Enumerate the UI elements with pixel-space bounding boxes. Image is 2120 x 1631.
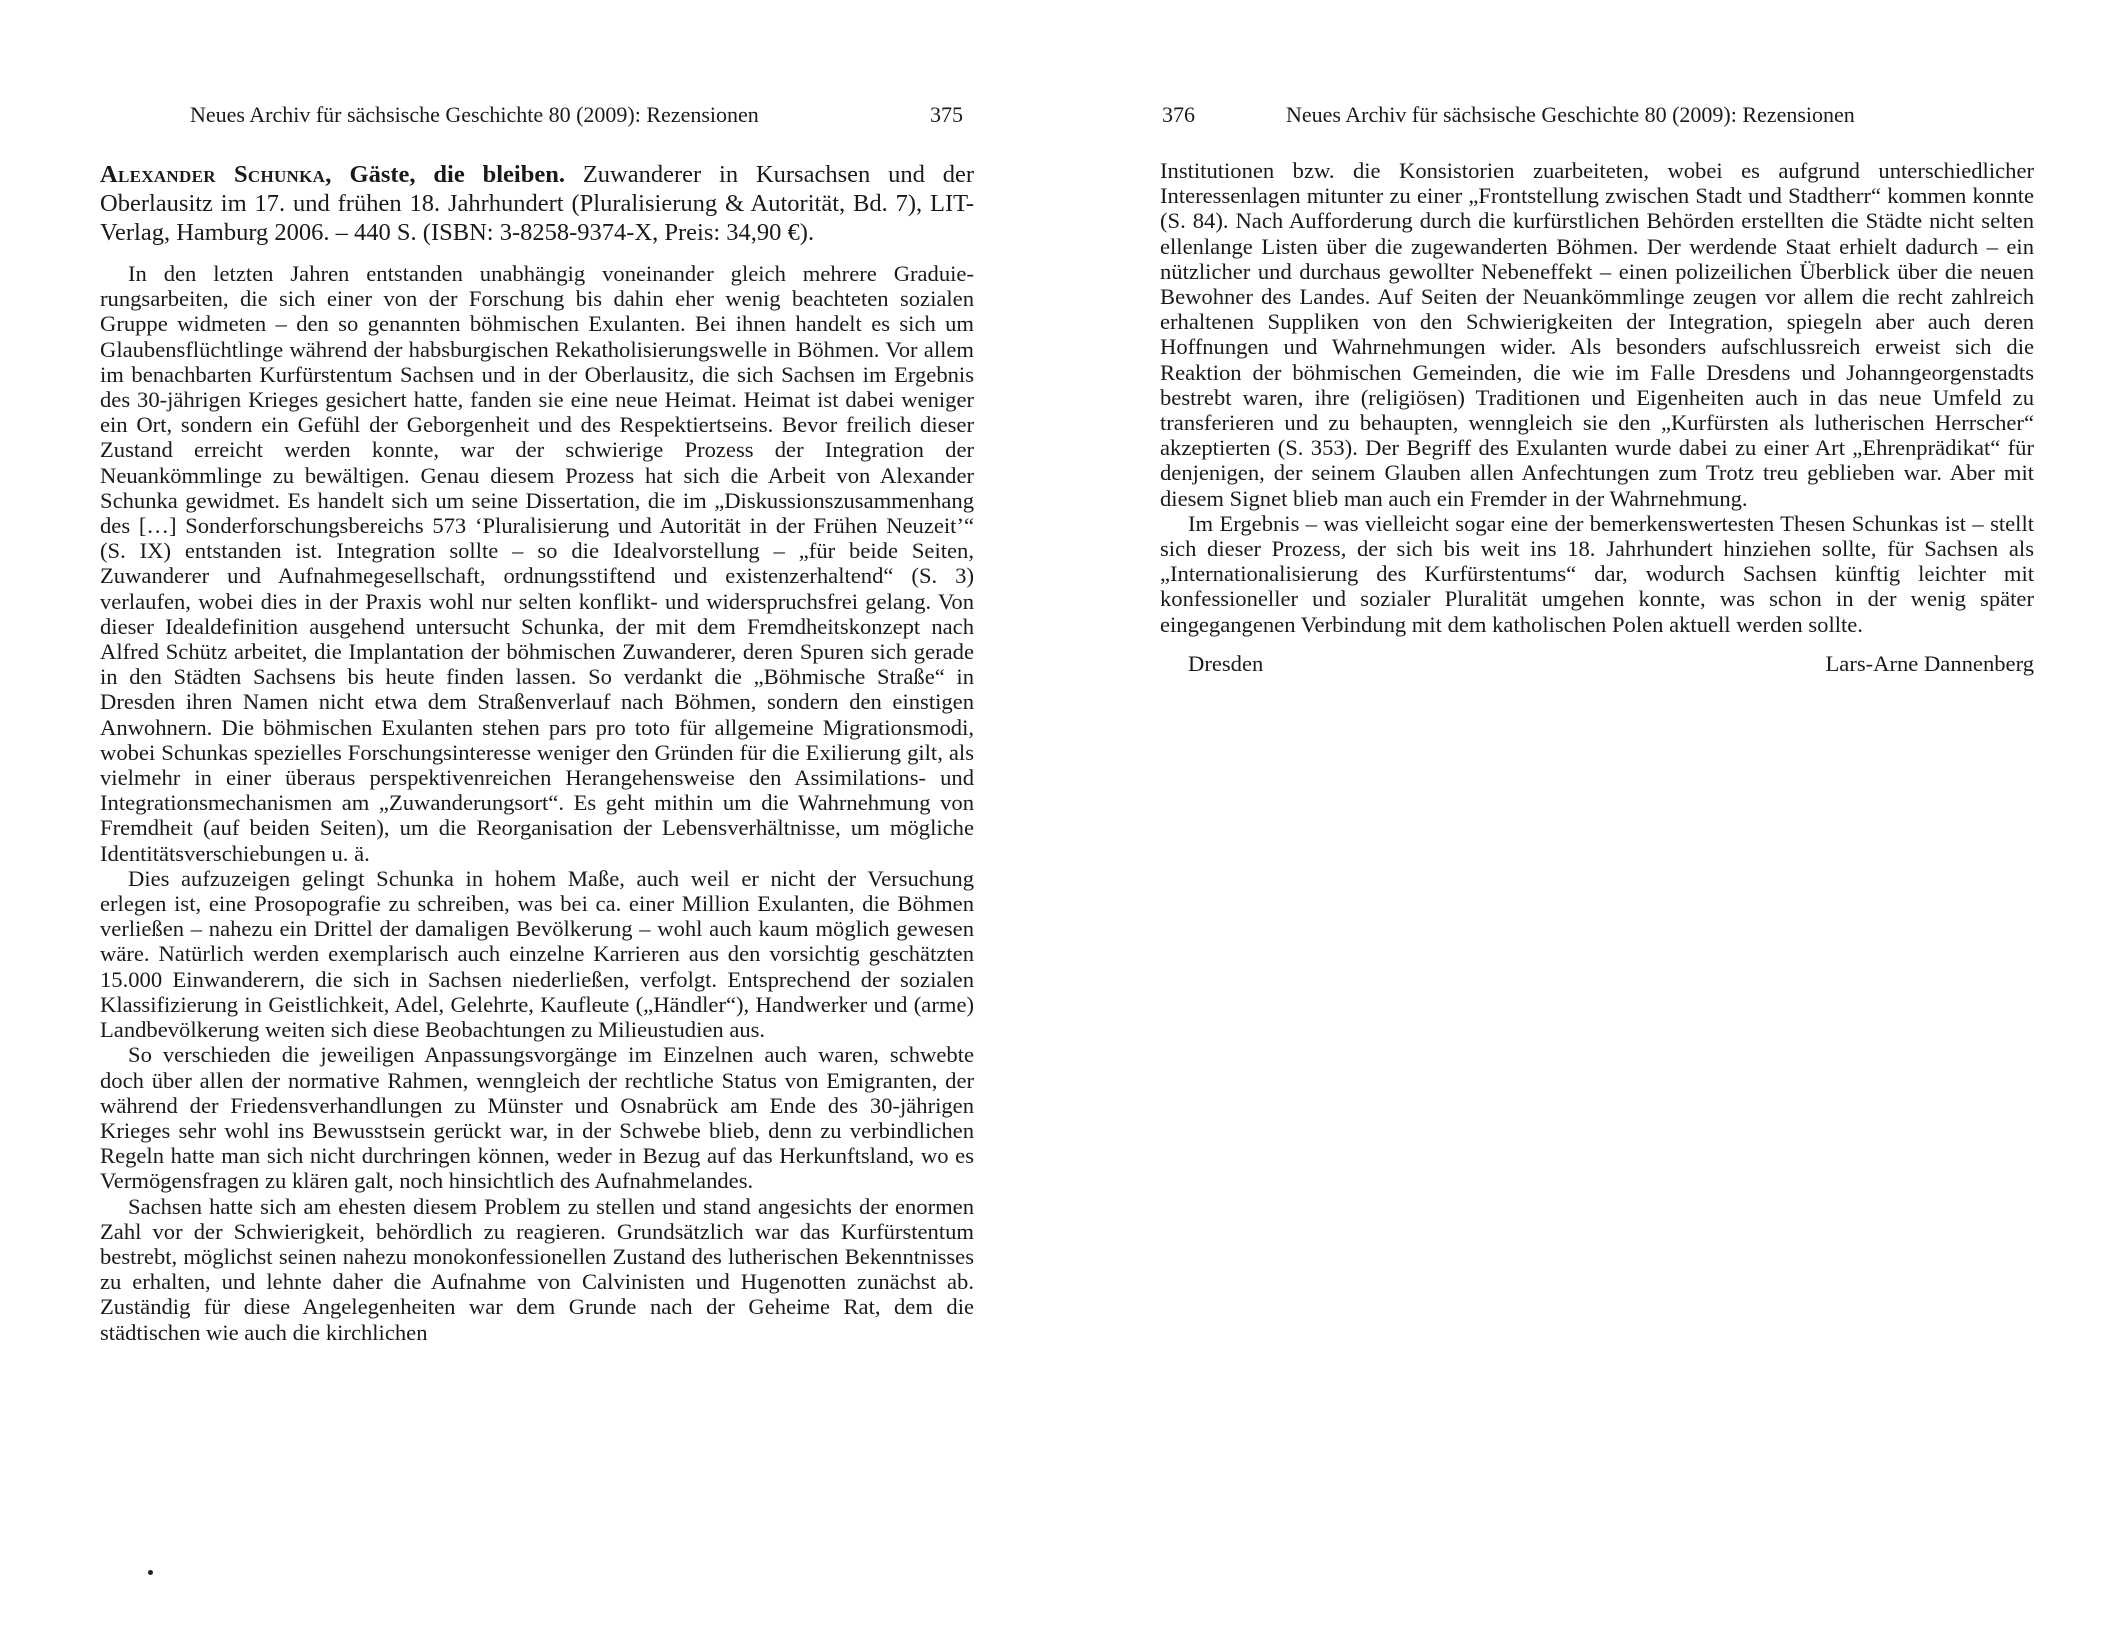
paragraph: Im Ergebnis – was vielleicht sogar eine der bemerkenswertesten Thesen Schunkas ist – stellt sich dieser Prozess, der sich bis weit ins 18. Jahrhundert hinziehen sollte, für Sachsen als „Internationalisierung des Kurfürstentums“ dar, wodurch Sachsen künftig leichter mit konfessioneller und sozialer Pluralität umgehen konnte, was schon in der wenig später eingegangenen Verbindung mit dem katholischen Polen aktuell werden sollte. (1160, 510, 2034, 637)
running-header-title: Neues Archiv für sächsische Geschichte 80 (2009): Rezensionen (190, 102, 759, 127)
paragraph: So verschieden die jeweiligen Anpassungsvorgänge im Einzelnen auch waren, schwebte doch über allen der normative Rahmen, wenngleich der rechtliche Status von Emigranten, der während der Friedensverhandlungen zu Münster und Osnabrück am Ende des 30-jährigen Krieges sehr wohl ins Bewusstsein gerückt war, in der Schwebe blieb, denn zu verbindlichen Regeln hatte man sich nicht durchringen können, weder in Bezug auf das Herkunftsland, wo es Vermögensfragen zu klären galt, noch hinsichtlich des Aufnahmelandes. (100, 1042, 974, 1194)
page-number: 376 (1162, 102, 1195, 127)
review-author: Alexander Schunka, (100, 161, 332, 188)
page-number: 375 (930, 102, 963, 127)
stray-ink-mark (148, 1570, 153, 1575)
paragraph: In den letzten Jahren entstanden unabhängig voneinander gleich mehrere Graduierungsarbeiten, die sich einer von der Forschung bis dahin eher wenig beachteten sozialen Gruppe widmeten – den so genannten böhmischen Exulanten. Bei ihnen handelt es sich um Glaubensflüchtlinge während der habsburgischen Rekatholisierungswelle in Böhmen. Vor allem im benachbarten Kurfürstentum Sachsen und in der Oberlausitz, die sich Sachsen im Ergebnis des 30-jährigen Krieges gesichert hatte, fanden sie eine neue Heimat. Heimat ist dabei weniger ein Ort, sondern ein Gefühl der Geborgenheit und des Respektiertseins. Bevor freilich dieser Zustand erreicht werden konnte, war der schwierige Prozess der Integration der Neuankömmlinge zu bewältigen. Genau diesem Prozess hat sich die Arbeit von Alexander Schunka gewidmet. Es handelt sich um seine Dissertation, die im „Diskussionszusammenhang des […] Sonderforschungsbereichs 573 ‘Pluralisierung und Autorität in der Frühen Neuzeit’“ (S. IX) entstanden ist. Integration sollte – so die Idealvorstellung – „für beide Seiten, Zuwanderer und Aufnahmegesellschaft, ordnungsstiftend und existenzerhaltend“ (S. 3) verlaufen, wobei dies in der Praxis wohl nur selten konflikt- und widerspruchsfrei gelang. Von dieser Idealdefinition ausgehend untersucht Schunka, der mit dem Fremdheitskonzept nach Alfred Schütz arbeitet, die Implantation der böhmischen Zuwanderer, deren Spuren sich gerade in den Städten Sachsens bis heute finden lassen. So verdankt die „Böhmische Straße“ in Dresden ihren Namen nicht etwa dem Straßenverlauf nach Böhmen, sondern den einstigen Anwohnern. Die böhmischen Exulanten stehen pars pro toto für allgemeine Migrationsmodi, wobei Schunkas spezielles Forschungsinteresse weniger den Gründen für die Exilierung gilt, als vielmehr in einer überaus perspektivenreichen Herangehensweise den Assimilations- und Integrationsmechanismen am „Zuwanderungsort“. Es geht mithin um die Wahrnehmung von Fremdheit (auf beiden Seiten), um die Reorganisation der Lebensverhältnisse, um mögliche Identitätsverschiebungen u. ä. (100, 261, 974, 866)
book-citation (100, 160, 974, 247)
citation-details: Zuwanderer in Kursachsen und der Oberlausitz im 17. und frühen 18. Jahrhundert (Pluralisierung & Autorität, Bd. 7), LIT-Verlag, Hamburg 2006. – 440 S. (ISBN: 3-8258-9374-X, Preis: 34,90 €). (100, 161, 975, 246)
left-page-body (100, 160, 974, 1345)
right-page-body (1160, 158, 2034, 677)
paragraph: Dies aufzuzeigen gelingt Schunka in hohem Maße, auch weil er nicht der Versuchung erlegen ist, eine Prosopografie zu schreiben, was bei ca. einer Million Exulanten, die Böhmen verließen – nahezu ein Drittel der damaligen Bevölkerung – wohl auch kaum möglich gewesen wäre. Natürlich werden exemplarisch auch einzelne Karrieren aus den vorsichtig geschätzten 15.000 Einwanderern, die sich in Sachsen niederließen, verfolgt. Entsprechend der sozialen Klassifizierung in Geistlichkeit, Adel, Gelehrte, Kaufleute („Händler“), Handwerker und (arme) Landbevölkerung weiten sich diese Beobachtungen zu Milieustudien aus. (100, 865, 974, 1043)
signoff (1160, 651, 2034, 677)
book-title: Gäste, die bleiben. (349, 161, 565, 188)
paragraph: Sachsen hatte sich am ehesten diesem Problem zu stellen und stand angesichts der enormen Zahl vor der Schwierigkeit, behördlich zu reagieren. Grundsätzlich war das Kurfürstentum bestrebt, möglichst seinen nahezu monokonfessionellen Zustand des lutherischen Bekenntnisses zu erhalten, und lehnte daher die Aufnahme von Calvinisten und Hugenotten zunächst ab. Zuständig für diese Angelegenheiten war dem Grunde nach der Geheime Rat, dem die städtischen wie auch die kirchlichen (100, 1193, 974, 1345)
signoff-place: Dresden (1188, 650, 1264, 676)
paragraph: Institutionen bzw. die Konsistorien zuarbeiteten, wobei es aufgrund unterschiedlicher Interessenlagen mitunter zu einer „Frontstellung zwischen Stadt und Stadtherr“ kommen konnte (S. 84). Nach Aufforderung durch die kurfürstlichen Behörden erstellten die Städte nicht selten ellenlange Listen über die zugewanderten Böhmen. Der werdende Staat erhielt dadurch – ein nützlicher und durchaus gewollter Nebeneffekt – einen polizeilichen Überblick über die neuen Bewohner des Landes. Auf Seiten der Neuankömmlinge zeugen vor allem die recht zahlreich erhaltenen Suppliken von den Schwierigkeiten der Integration, spiegeln aber auch deren Hoffnungen und Wahrnehmungen wider. Als besonders aufschlussreich erweist sich die Reaktion der böhmischen Gemeinden, die wie im Falle Dresdens und Johanngeorgenstadts bestrebt waren, ihre (religiösen) Traditionen und Eigenheiten auch in das neue Umfeld zu transferieren und zu behaupten, wenngleich sie den „Kurfürsten als lutherischen Herrscher“ akzeptierten (S. 353). Der Begriff des Exulanten wurde dabei zu einer Art „Ehrenprädikat“ für denjenigen, der seinem Glauben allen Anfechtungen zum Trotz treu geblieben war. Aber mit diesem Signet blieb man auch ein Fremder in der Wahrnehmung. (1160, 158, 2034, 511)
right-page (1060, 0, 2120, 1631)
running-header-title: Neues Archiv für sächsische Geschichte 80 (2009): Rezensionen (1286, 102, 1855, 127)
reviewer-name: Lars-Arne Dannenberg (1825, 650, 2034, 676)
